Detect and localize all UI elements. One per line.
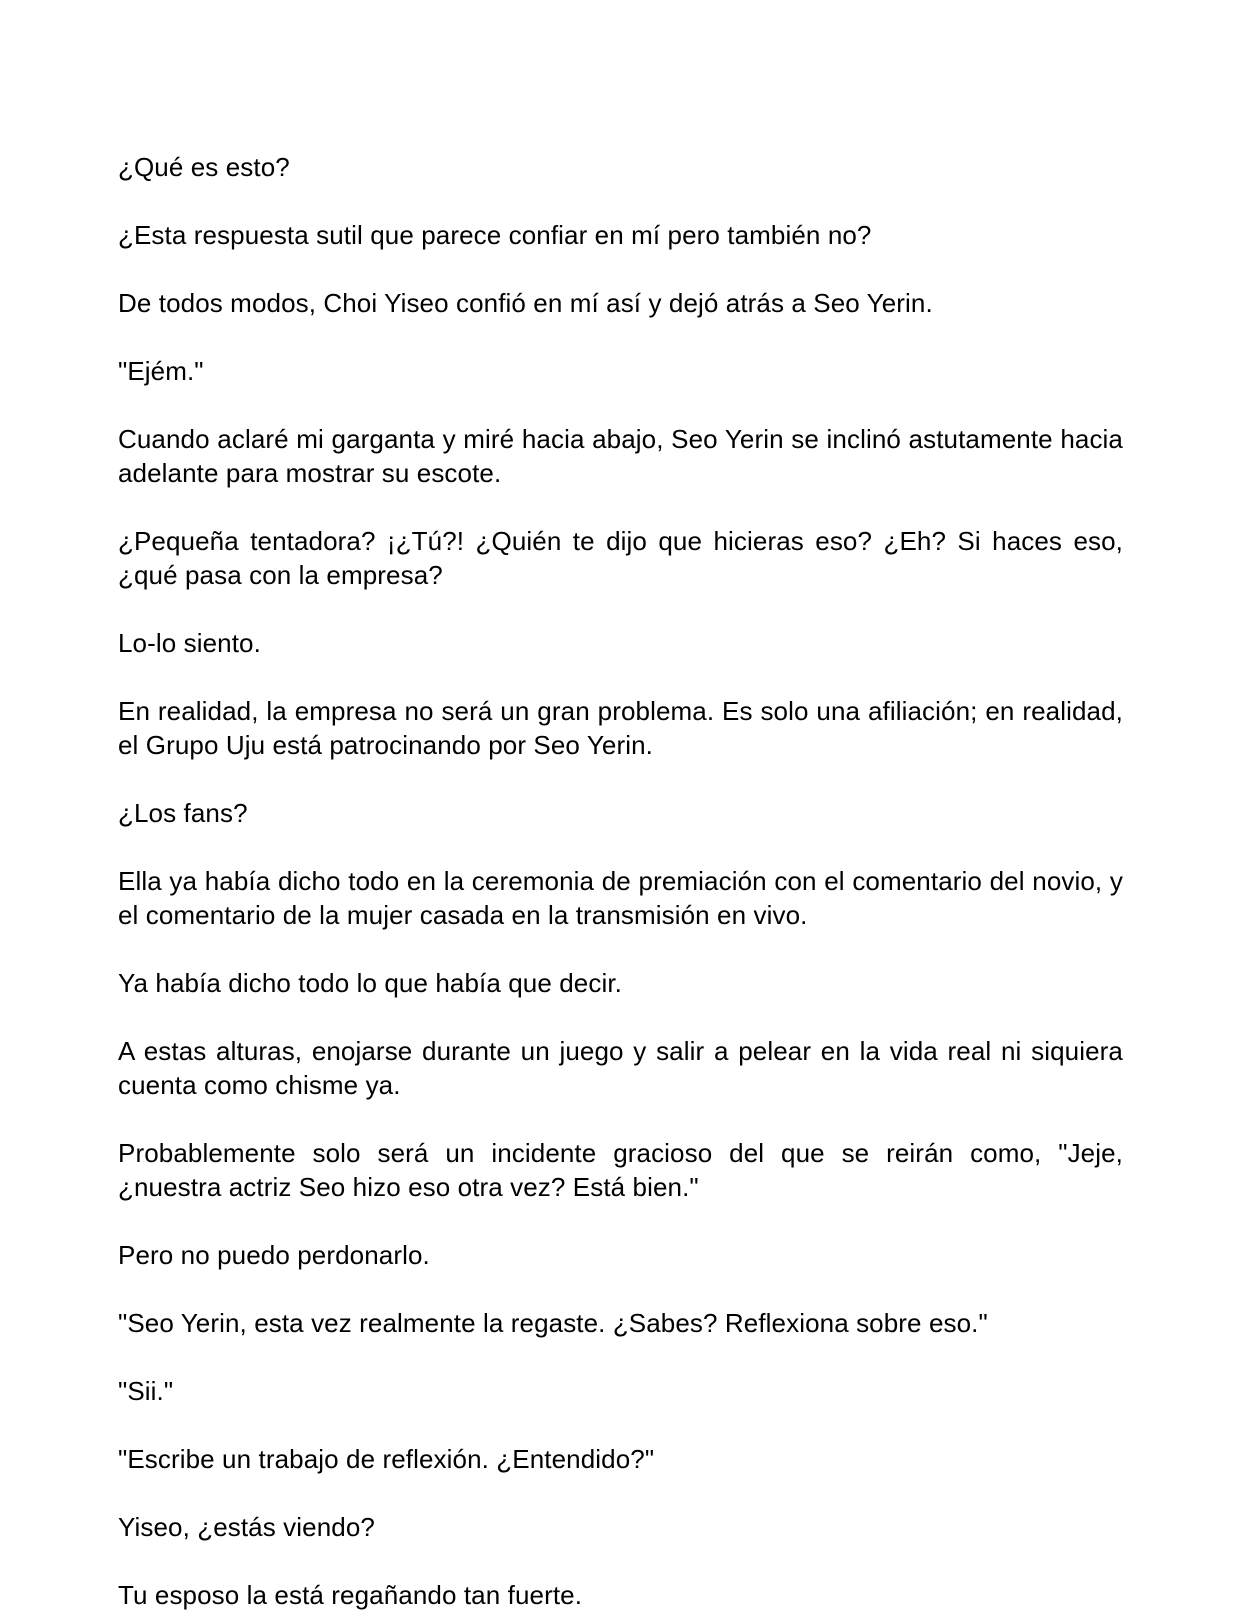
paragraph: En realidad, la empresa no será un gran problema. Es solo una afiliación; en realidad, el Grupo Uju está patrocinando por Seo Yerin. [118, 696, 1123, 760]
paragraph: Probablemente solo será un incidente gracioso del que se reirán como, "Jeje, ¿nuestra actriz Seo hizo eso otra vez? Está bien." [118, 1138, 1123, 1202]
paragraph: Cuando aclaré mi garganta y miré hacia abajo, Seo Yerin se inclinó astutamente hacia adelante para mostrar su escote. [118, 424, 1123, 488]
paragraph: ¿Pequeña tentadora? ¡¿Tú?! ¿Quién te dijo que hicieras eso? ¿Eh? Si haces eso, ¿qué pasa con la empresa? [118, 526, 1123, 590]
paragraph: "Sii." [118, 1376, 174, 1406]
paragraph: "Escribe un trabajo de reflexión. ¿Entendido?" [118, 1444, 655, 1474]
paragraph: Tu esposo la está regañando tan fuerte. [118, 1580, 583, 1610]
paragraph: "Ejém." [118, 356, 204, 386]
paragraph: ¿Los fans? [118, 798, 248, 828]
paragraph: "Seo Yerin, esta vez realmente la regaste. ¿Sabes? Reflexiona sobre eso." [118, 1308, 988, 1338]
paragraph: Lo-lo siento. [118, 628, 261, 658]
paragraph: De todos modos, Choi Yiseo confió en mí así y dejó atrás a Seo Yerin. [118, 288, 933, 318]
paragraph: Pero no puedo perdonarlo. [118, 1240, 430, 1270]
paragraph: ¿Esta respuesta sutil que parece confiar en mí pero también no? [118, 220, 872, 250]
paragraph: ¿Qué es esto? [118, 152, 290, 182]
paragraph: Ella ya había dicho todo en la ceremonia de premiación con el comentario del novio, y el comentario de la mujer casada en la transmisión en vivo. [118, 866, 1123, 930]
paragraph: Yiseo, ¿estás viendo? [118, 1512, 375, 1542]
paragraph: A estas alturas, enojarse durante un juego y salir a pelear en la vida real ni siquiera cuenta como chisme ya. [118, 1036, 1123, 1100]
paragraph: Ya había dicho todo lo que había que decir. [118, 968, 622, 998]
